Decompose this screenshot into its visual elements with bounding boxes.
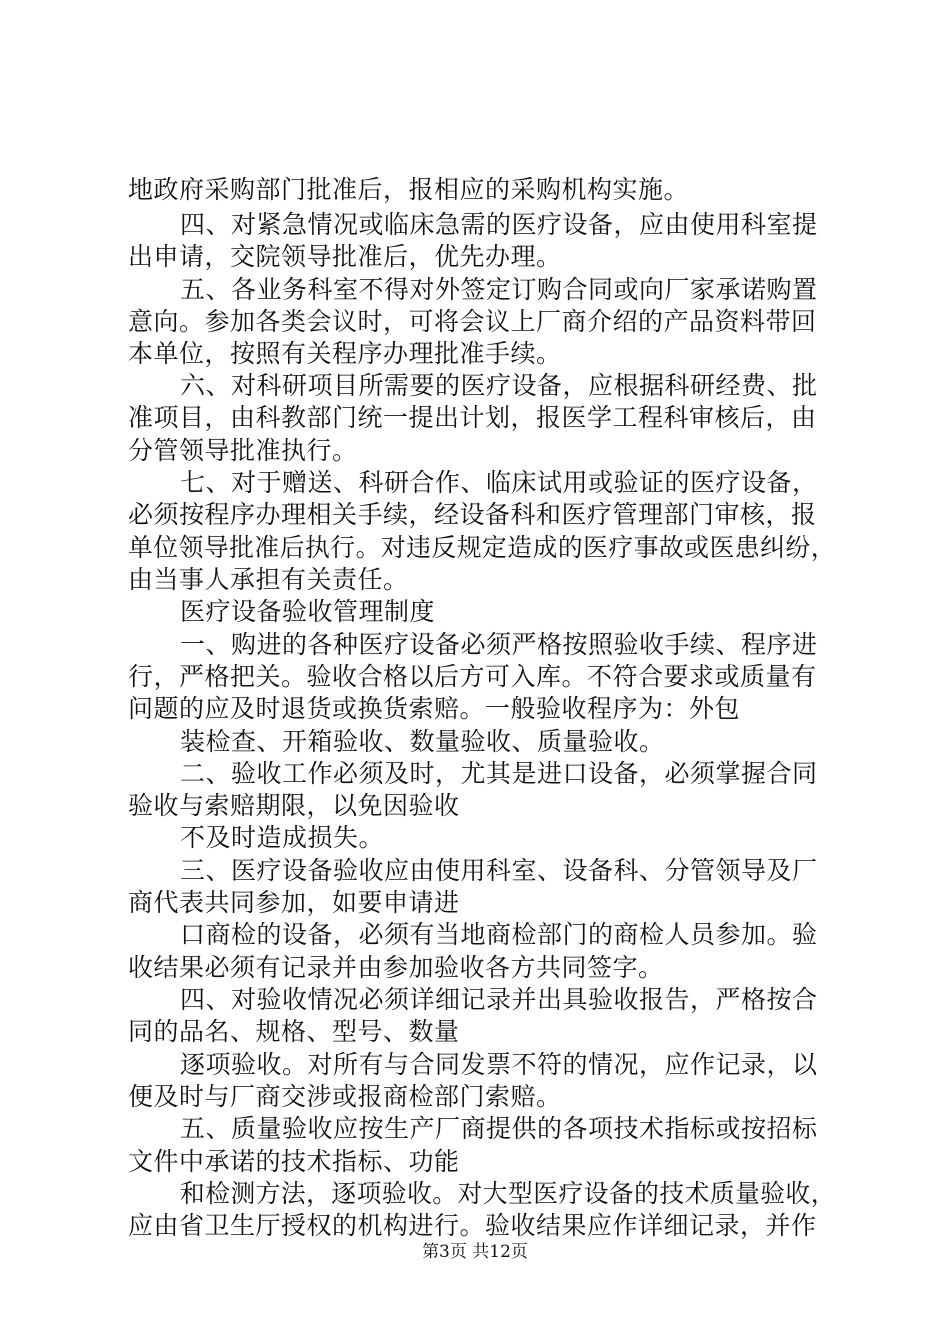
page-number-footer: 第3页 共12页 [422,1242,528,1262]
text-line: 行，严格把关。验收合格以后方可入库。不符合要求或质量有 [128,662,817,691]
text-line: 商代表共同参加，如要申请进 [128,888,460,917]
text-line: 单位领导批准后执行。对违反规定造成的医疗事故或医患纠纷， [128,533,837,562]
text-line: 四、对验收情况必须详细记录并出具验收报告，严格按合 [180,985,818,1014]
text-line: 三、医疗设备验收应由使用科室、设备科、分管领导及厂 [180,856,818,885]
text-line: 本单位，按照有关程序办理批准手续。 [128,339,562,368]
text-line: 一、购进的各种医疗设备必须严格按照验收手续、程序进 [180,630,818,659]
text-line: 六、对科研项目所需要的医疗设备，应根据科研经费、批 [180,371,818,400]
text-line: 分管领导批准执行。 [128,436,358,465]
text-line: 五、质量验收应按生产厂商提供的各项技术指标或按招标 [180,1114,818,1143]
text-line: 准项目，由科教部门统一提出计划，报医学工程科审核后，由 [128,403,817,432]
text-line: 四、对紧急情况或临床急需的医疗设备，应由使用科室提 [180,210,818,239]
text-line: 收结果必须有记录并由参加验收各方共同签字。 [128,953,664,982]
section-heading: 医疗设备验收管理制度 [180,597,436,626]
text-line: 和检测方法，逐项验收。对大型医疗设备的技术质量验收， [180,1179,837,1208]
text-line: 意向。参加各类会议时，可将会议上厂商介绍的产品资料带回 [128,307,817,336]
text-line: 口商检的设备，必须有当地商检部门的商检人员参加。验 [180,920,818,949]
text-line: 验收与索赔期限，以免因验收 [128,791,460,820]
text-line: 出申请，交院领导批准后，优先办理。 [128,242,562,271]
text-line: 逐项验收。对所有与合同发票不符的情况，应作记录，以 [180,1050,818,1079]
text-line: 七、对于赠送、科研合作、临床试用或验证的医疗设备， [180,468,818,497]
text-line: 文件中承诺的技术指标、功能 [128,1147,460,1176]
text-line: 装检查、开箱验收、数量验收、质量验收。 [180,727,665,756]
text-line: 应由省卫生厅授权的机构进行。验收结果应作详细记录，并作 [128,1211,817,1240]
text-line: 便及时与厂商交涉或报商检部门索赔。 [128,1082,562,1111]
text-line: 五、各业务科室不得对外签定订购合同或向厂家承诺购置 [180,275,818,304]
text-line: 二、验收工作必须及时，尤其是进口设备，必须掌握合同 [180,759,818,788]
text-line: 必须按程序办理相关手续，经设备科和医疗管理部门审核，报 [128,500,817,529]
text-line: 同的品名、规格、型号、数量 [128,1017,460,1046]
text-line: 问题的应及时退货或换货索赔。一般验收程序为：外包 [128,694,741,723]
text-line: 不及时造成损失。 [180,823,385,852]
text-line: 由当事人承担有关责任。 [128,565,409,594]
text-line: 地政府采购部门批准后，报相应的采购机构实施。 [128,175,690,204]
